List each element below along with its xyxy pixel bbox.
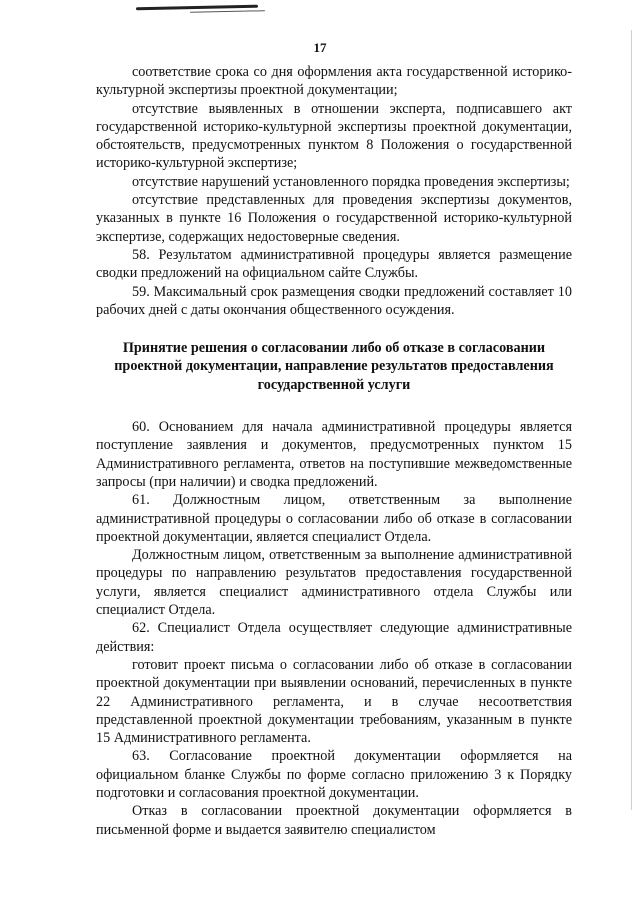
paragraph-58: 58. Результатом административной процедуры является размещение сводки предложений на официальном сайте Службы. xyxy=(96,246,572,282)
page-number: 17 xyxy=(313,40,327,55)
paragraph-59: 59. Максимальный срок размещения сводки предложений составляет 10 рабочих дней с даты окончания общественного осуждения. xyxy=(96,283,572,318)
scan-artifact-line-secondary xyxy=(190,10,265,13)
paragraph-expert-circumstances: отсутствие выявленных в отношении эксперта, подписавшего акт государственной историко-культурной экспертизы проектной документации, обстоятельств, предусмотренных пунктом 8 Положения о государственной историко-культурной экспертизе; xyxy=(96,100,572,172)
paragraph-61: 61. Должностным лицом, ответственным за выполнение административной процедуры о согласовании либо об отказе в согласовании проектной документации, является специалист Отдела. xyxy=(96,492,572,545)
paragraph-procedure-violations: отсутствие нарушений установленного порядка проведения экспертизы; xyxy=(132,173,570,190)
paragraph-60: 60. Основанием для начала административной процедуры является поступление заявления и документов, предусмотренных пунктом 15 Административного регламента, ответов на поступившие межведомственные запросы (при наличии) и сводка предложений. xyxy=(96,419,572,490)
paragraph-63: 63. Согласование проектной документации оформляется на официальном бланке Службы по форме согласно приложению 3 к Порядку подготовки и согласования проектной документации. xyxy=(96,748,572,801)
paragraph-responsible-official: Должностным лицом, ответственным за выполнение административной процедуры по направлению результатов предоставления государственной услуги, является специалист административного отдела Службы или специалист Отдела. xyxy=(96,547,572,619)
section-heading: Принятие решения о согласовании либо об отказе в согласовании проектной документации, направление результатов предоставления государственной услуги xyxy=(114,340,554,393)
document-body xyxy=(96,63,572,839)
paragraph-expertise-deadline: соответствие срока со дня оформления акта государственной историко-культурной экспертизы проектной документации; xyxy=(96,64,572,99)
paragraph-unreliable-documents: отсутствие представленных для проведения экспертизы документов, указанных в пункте 16 Положения о государственной историко-культурной экспертизе, содержащих недостоверные сведения. xyxy=(96,192,572,245)
paragraph-62: 62. Специалист Отдела осуществляет следующие административные действия: xyxy=(96,620,572,655)
paragraph-refusal: Отказ в согласовании проектной документации оформляется в письменной форме и выдается заявителю специалистом xyxy=(96,803,572,838)
scan-artifact-line xyxy=(136,5,258,11)
paragraph-prepare-letter: готовит проект письма о согласовании либо об отказе в согласовании проектной документации при выявлении оснований, перечисленных в пункте 22 Административного регламента, и в случае несоответствия представленной проектной документации требованиям, указанным в пункте 15 Административного регламента. xyxy=(96,656,572,747)
page-edge-line xyxy=(631,30,632,810)
